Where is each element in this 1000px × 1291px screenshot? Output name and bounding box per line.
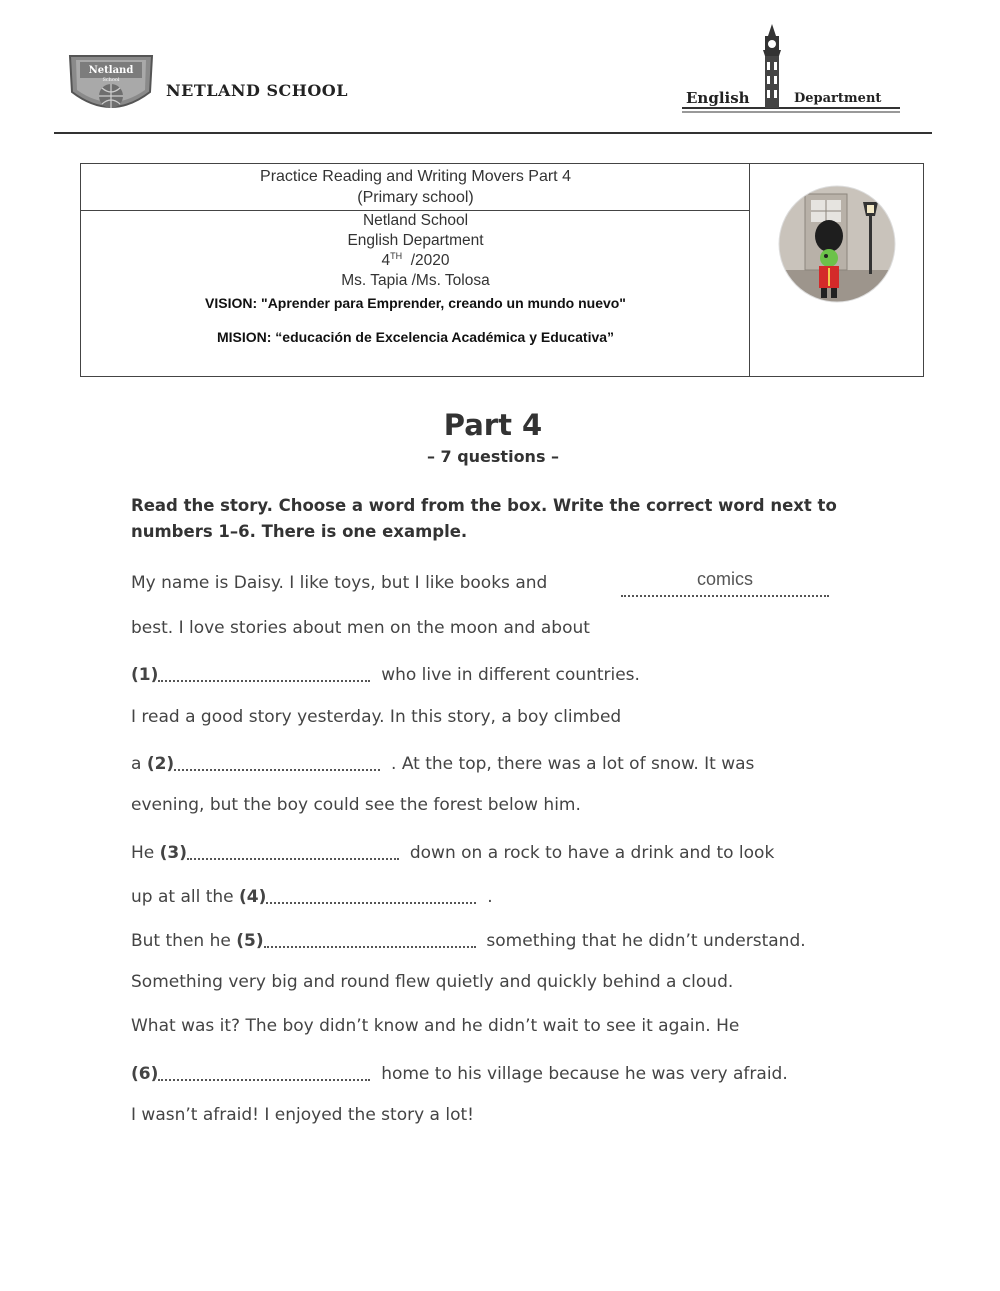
- answer-blank-3[interactable]: [187, 842, 399, 860]
- story-line-12: (6) home to his village because he was very afraid.: [131, 1064, 788, 1084]
- school-details: [81, 211, 750, 347]
- story-line-6: evening, but the boy could see the forest below him.: [131, 795, 581, 815]
- example-answer: comics: [696, 569, 753, 589]
- story-line-8: up at all the (4) .: [131, 887, 493, 907]
- story-line-1: My name is Daisy. I like toys, but I like books and: [131, 573, 548, 593]
- story-line-4: I read a good story yesterday. In this story, a boy climbed: [131, 707, 622, 727]
- department-label: Department: [794, 91, 882, 106]
- question-number-2: (2): [146, 754, 175, 774]
- mision-statement: MISION: “educación de Excelencia Académica y Educativa”: [216, 329, 615, 345]
- english-label: English: [686, 89, 750, 107]
- info-table: [80, 163, 924, 377]
- info-text-cell: [81, 164, 750, 376]
- answer-blank-6[interactable]: [158, 1063, 370, 1081]
- school-label: Netland School: [362, 212, 469, 229]
- answer-blank-1[interactable]: [158, 664, 370, 682]
- story-line-7: He (3) down on a rock to have a drink and to look: [131, 843, 775, 863]
- vision-statement: VISION: "Aprender para Emprender, creando un mundo nuevo": [205, 295, 626, 311]
- story-line-3: (1) who live in different countries.: [131, 665, 640, 685]
- instructions: Read the story. Choose a word from the box. Write the correct word next to numbers 1–6. There is one example.: [131, 496, 837, 541]
- example-answer-blank: [621, 571, 829, 597]
- story-line-11: What was it? The boy didn’t know and he didn’t wait to see it again. He: [131, 1016, 740, 1036]
- royal-guard-illustration: [777, 184, 897, 304]
- header-divider: [54, 132, 932, 134]
- story-line-5: a (2) . At the top, there was a lot of snow. It was: [131, 754, 755, 774]
- question-number-4: (4): [239, 887, 267, 907]
- title-line-1: Practice Reading and Writing Movers Part 4: [260, 168, 571, 185]
- part-title: Part 4: [443, 408, 543, 442]
- school-name: NETLAND SCHOOL: [166, 81, 348, 100]
- part-subtitle: – 7 questions –: [426, 447, 560, 466]
- answer-blank-5[interactable]: [264, 930, 476, 948]
- story-line-10: Something very big and round flew quietly and quickly behind a cloud.: [131, 972, 734, 992]
- question-number-1: (1): [131, 665, 159, 685]
- question-number-5: (5): [236, 931, 264, 951]
- story-line-2: best. I love stories about men on the moon and about: [131, 618, 590, 638]
- title-line-2: (Primary school): [357, 189, 474, 206]
- answer-blank-2[interactable]: [174, 753, 380, 771]
- grade-year: 4TH /2020: [381, 250, 450, 269]
- department-text: English Department: [347, 232, 484, 249]
- teachers: Ms. Tapia /Ms. Tolosa: [341, 272, 490, 289]
- svg-text:Netland: Netland: [88, 65, 134, 76]
- question-number-3: (3): [159, 843, 188, 863]
- answer-blank-4[interactable]: [266, 886, 476, 904]
- svg-text:School: School: [102, 77, 120, 83]
- worksheet-title: [81, 164, 750, 211]
- netland-school-logo: [66, 52, 156, 120]
- question-number-6: (6): [131, 1064, 159, 1084]
- story-line-13: I wasn’t afraid! I enjoyed the story a lot!: [131, 1105, 474, 1125]
- story-line-9: But then he (5) something that he didn’t understand.: [131, 931, 806, 951]
